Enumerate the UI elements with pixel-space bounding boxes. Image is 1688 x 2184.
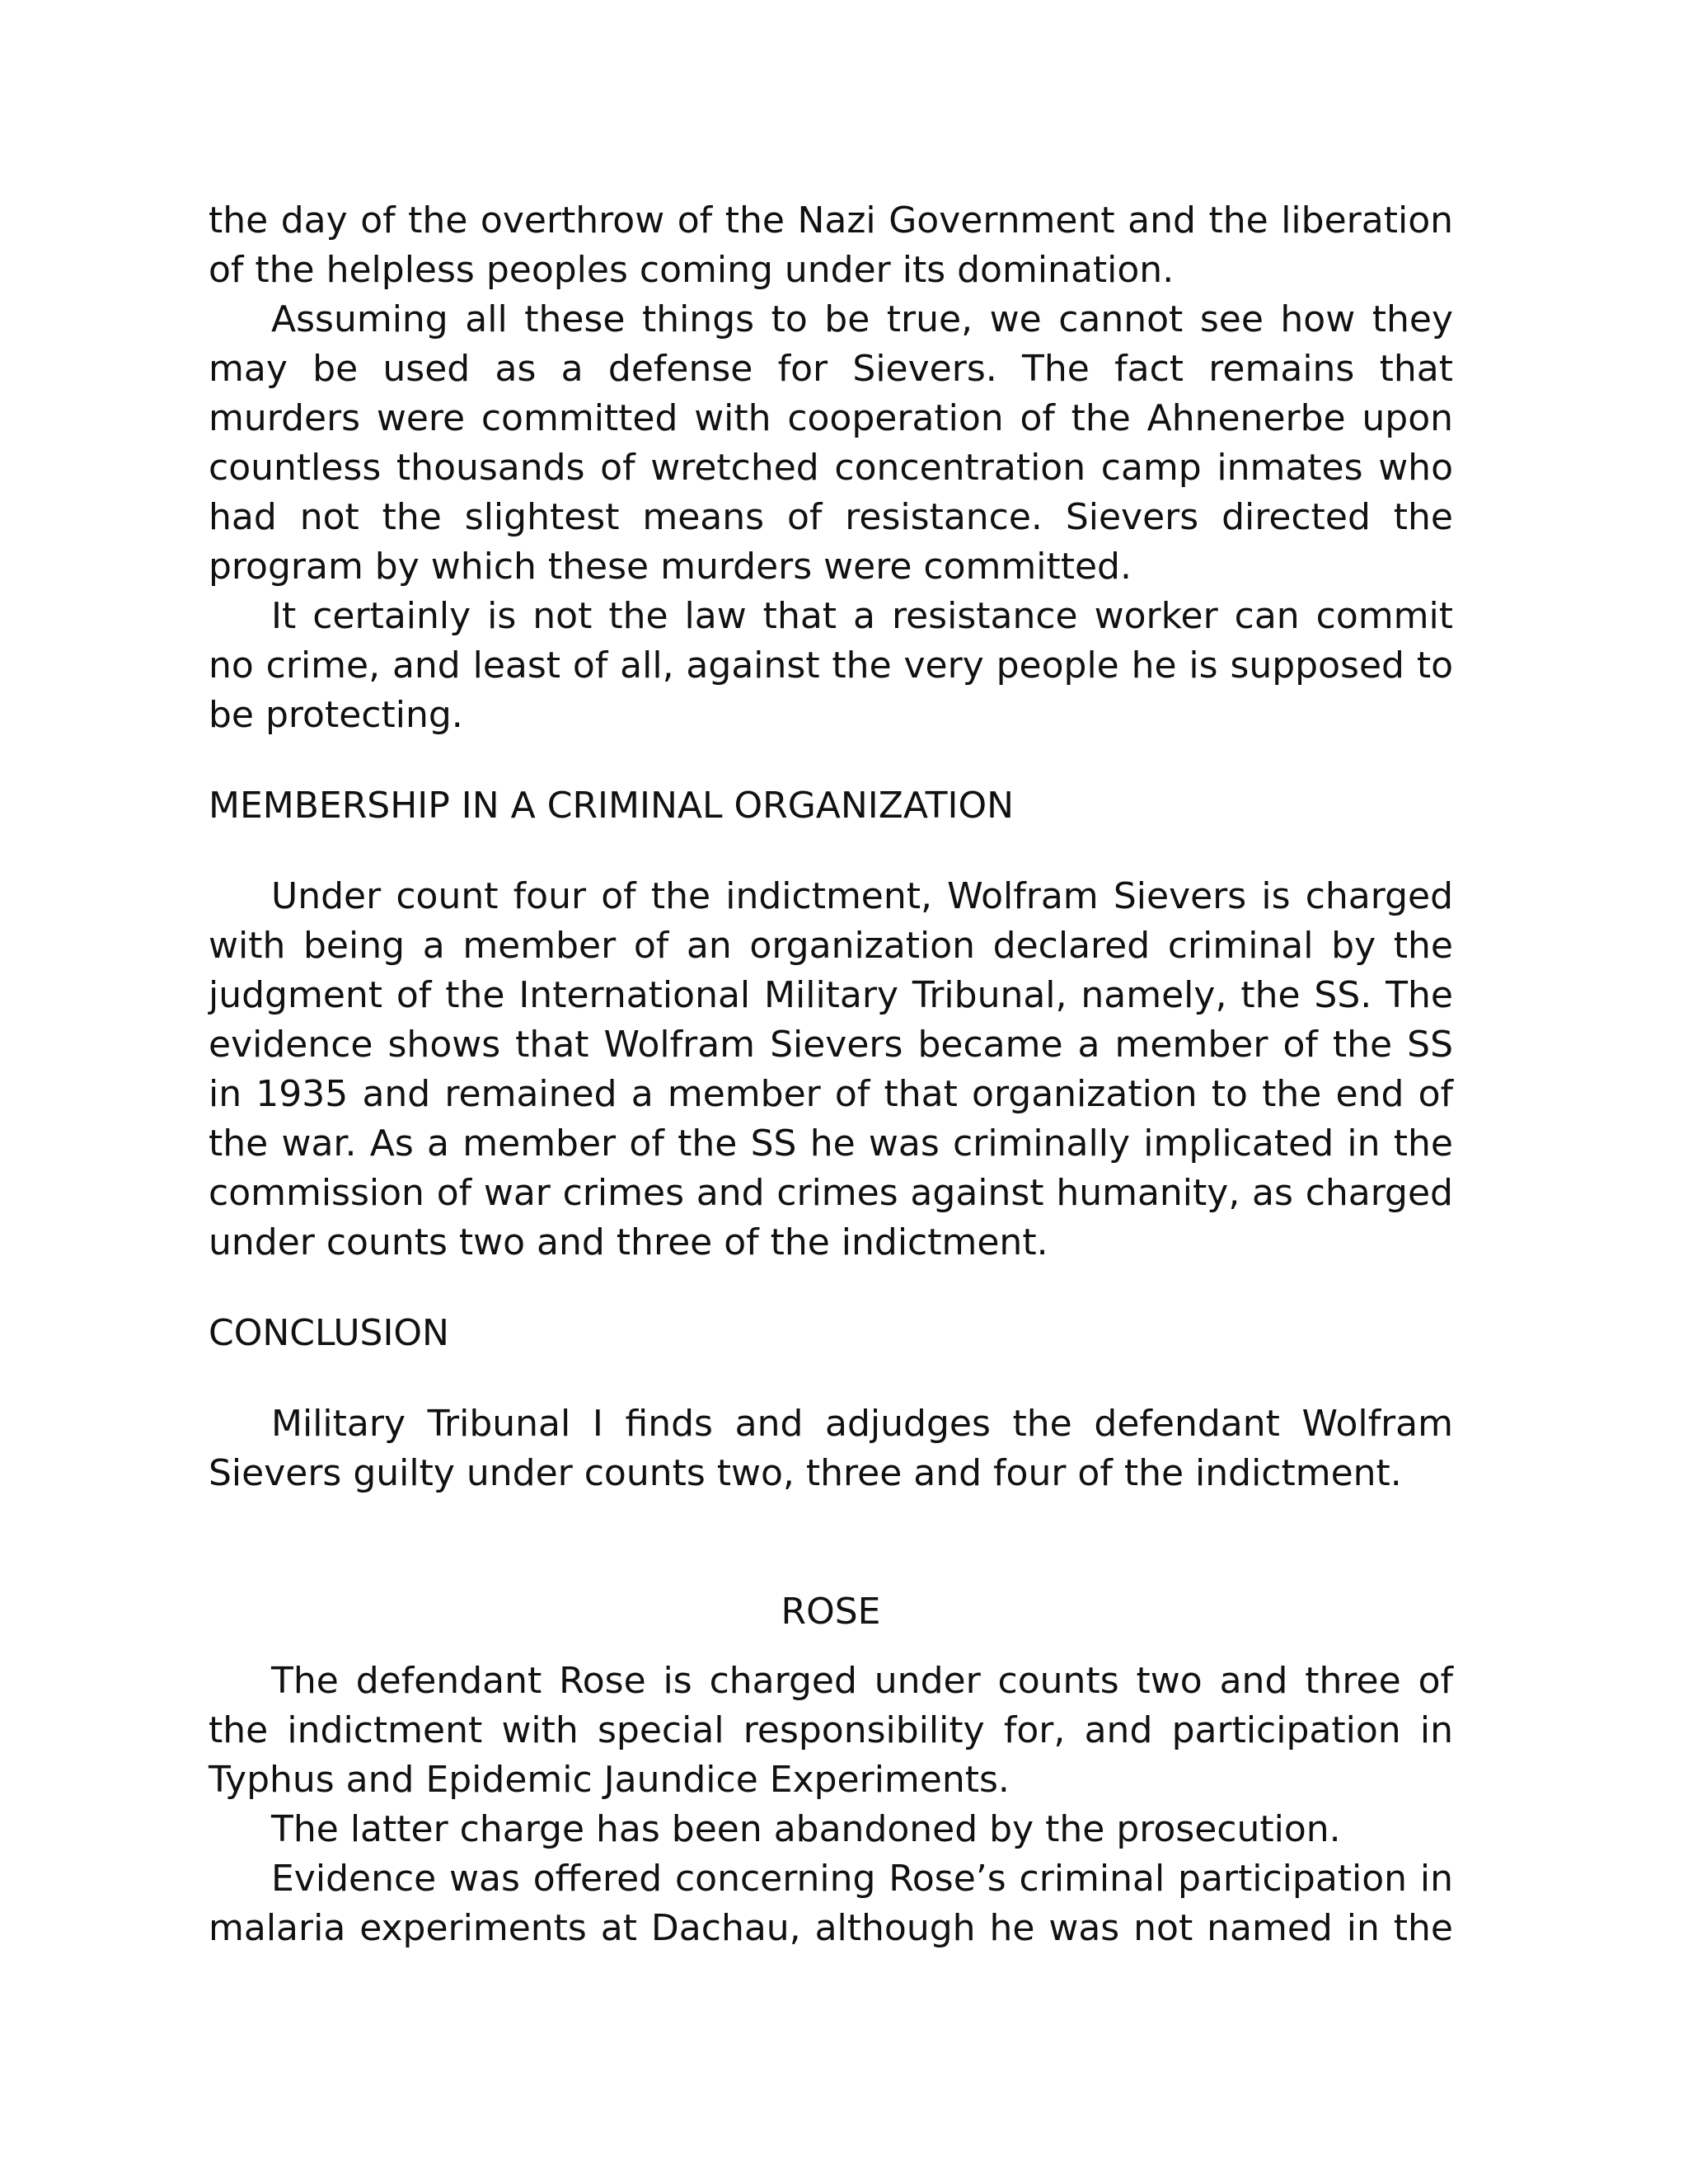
- heading-membership: MEMBERSHIP IN A CRIMINAL ORGANIZATION: [209, 785, 1015, 827]
- paragraph-rose-abandoned: The latter charge has been abandoned by the prosecution.: [271, 1808, 1341, 1850]
- document-page: [209, 196, 1453, 1953]
- paragraph-law: It certainly is not the law that a resistance worker can commit no crime, and least of all, against the very people he is supposed to be protecting.: [209, 595, 1453, 736]
- heading-conclusion: CONCLUSION: [209, 1312, 449, 1354]
- paragraph-conclusion: Military Tribunal I finds and adjudges the defendant Wolfram Sievers guilty under counts two, three and four of the indictment.: [209, 1403, 1453, 1494]
- paragraph-continuation: the day of the overthrow of the Nazi Government and the liberation of the helpless peoples coming under its domination.: [209, 199, 1453, 291]
- paragraph-count-four: Under count four of the indictment, Wolfram Sievers is charged with being a member of an organization declared criminal by the judgment of the International Military Tribunal, namely, the SS. The evidence shows that Wolfram Sievers became a member of the SS in 1935 and remained a member of that organization to the end of the war. As a member of the SS he was criminally implicated in the commission of war crimes and crimes against humanity, as charged under counts two and three of the indictment.: [209, 875, 1453, 1263]
- paragraph-assuming: Assuming all these things to be true, we cannot see how they may be used as a defense for Sievers. The fact remains that murders were committed with cooperation of the Ahnenerbe upon countless thousands of wretched concentration camp inmates who had not the slightest means of resistance. Sievers directed the program by which these murders were committed.: [209, 298, 1453, 588]
- heading-rose: ROSE: [781, 1591, 881, 1633]
- paragraph-rose-charged: The defendant Rose is charged under counts two and three of the indictment with special responsibility for, and participation in Typhus and Epidemic Jaundice Experiments.: [209, 1660, 1453, 1801]
- paragraph-rose-evidence: Evidence was offered concerning Rose’s criminal participation in malaria experiments at Dachau, although he was not named in the: [209, 1858, 1453, 1949]
